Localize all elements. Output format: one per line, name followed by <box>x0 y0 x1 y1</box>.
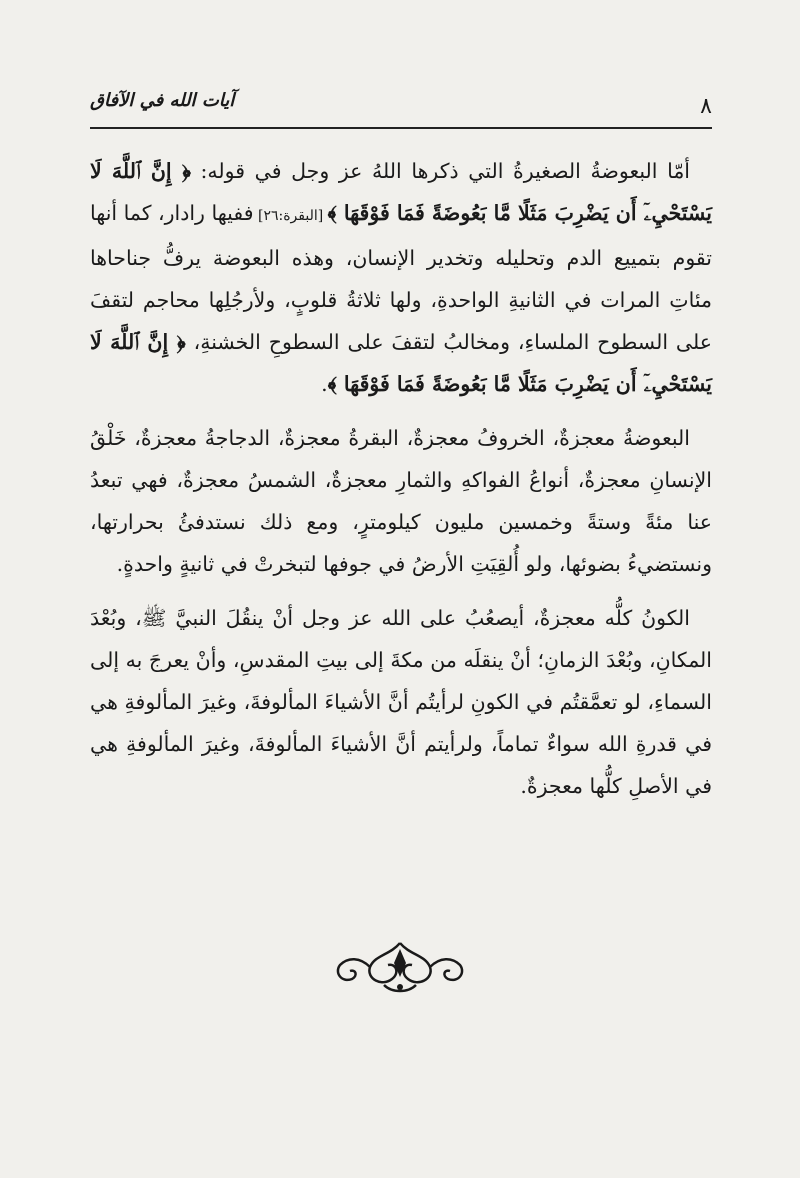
paragraph <box>90 597 712 807</box>
paragraph-text: ففيها رادار، كما أنها تقوم بتمييع الدم وتحليله وتخدير الإنسان، وهذه البعوضة يرفُّ جناحاها مئاتِ المرات في الثانيةِ الواحدةِ، ولها ثلاثةُ قلوبٍ، ولأرجُلِها محاجم لتقفَ على السطوح الملساءِ، ومخالبُ لتقفَ على السطوحِ الخشنةِ، <box>90 201 712 354</box>
paragraph <box>90 150 712 405</box>
page-header <box>90 88 712 128</box>
body-text <box>90 150 712 807</box>
running-title: آيات الله في الآفاق <box>90 90 235 111</box>
paragraph-text: الكونُ كلُّه معجزةٌ، أيصعُبُ على الله عز وجل أنْ ينقُلَ النبيَّ ﷺ، وبُعْدَ المكانِ، وبُعْدَ الزمانِ؛ أنْ ينقلَه من مكةَ إلى بيتِ المقدسِ، وأنْ يعرجَ به إلى السماءِ، لو تعمَّقتُم في الكونِ لرأيتُم أنَّ الأشياءَ المألوفةَ، وغيرَ المألوفةِ هي في قدرةِ الله سواءٌ تماماً، ولرأيتم أنَّ الأشياءَ المألوفةَ، وغيرَ المألوفةِ هي في الأصلِ كلُّها معجزةٌ. <box>90 606 712 798</box>
paragraph-text: البعوضةُ معجزةٌ، الخروفُ معجزةٌ، البقرةُ معجزةٌ، الدجاجةُ معجزةٌ، خَلْقُ الإنسانِ معجزةٌ، أنواعُ الفواكهِ والثمارِ معجزةٌ، الشمسُ معجزةٌ، فهي تبعدُ عنا مئةً وستةً وخمسين مليون كيلومترٍ، ومع ذلك نستدفئُ بحرارتها، ونستضيءُ بضوئها، ولو أُلقِيَتِ الأرضُ في جوفها لتبخرتْ في ثانيةٍ واحدةٍ. <box>90 426 712 576</box>
floral-ornament-icon <box>330 935 470 995</box>
verse-reference: [البقرة:٢٦] <box>253 208 328 224</box>
paragraph <box>90 417 712 585</box>
page-number: ٨ <box>700 94 712 119</box>
header-divider <box>90 127 712 129</box>
quran-verse: ﴿ إِنَّ ٱللَّهَ لَا يَسْتَحْيِۦٓ أَن يَضْرِبَ مَثَلًا مَّا بَعُوضَةً فَمَا فَوْقَهَا ﴾ <box>90 159 712 225</box>
paragraph-text: أمّا البعوضةُ الصغيرةُ التي ذكرها اللهُ عز وجل في قوله: <box>190 159 690 183</box>
paragraph-text: . <box>321 372 328 396</box>
quran-verse: ﴿ إِنَّ ٱللَّهَ لَا يَسْتَحْيِۦٓ أَن يَضْرِبَ مَثَلًا مَّا بَعُوضَةً فَمَا فَوْقَهَا ﴾ <box>90 330 712 396</box>
